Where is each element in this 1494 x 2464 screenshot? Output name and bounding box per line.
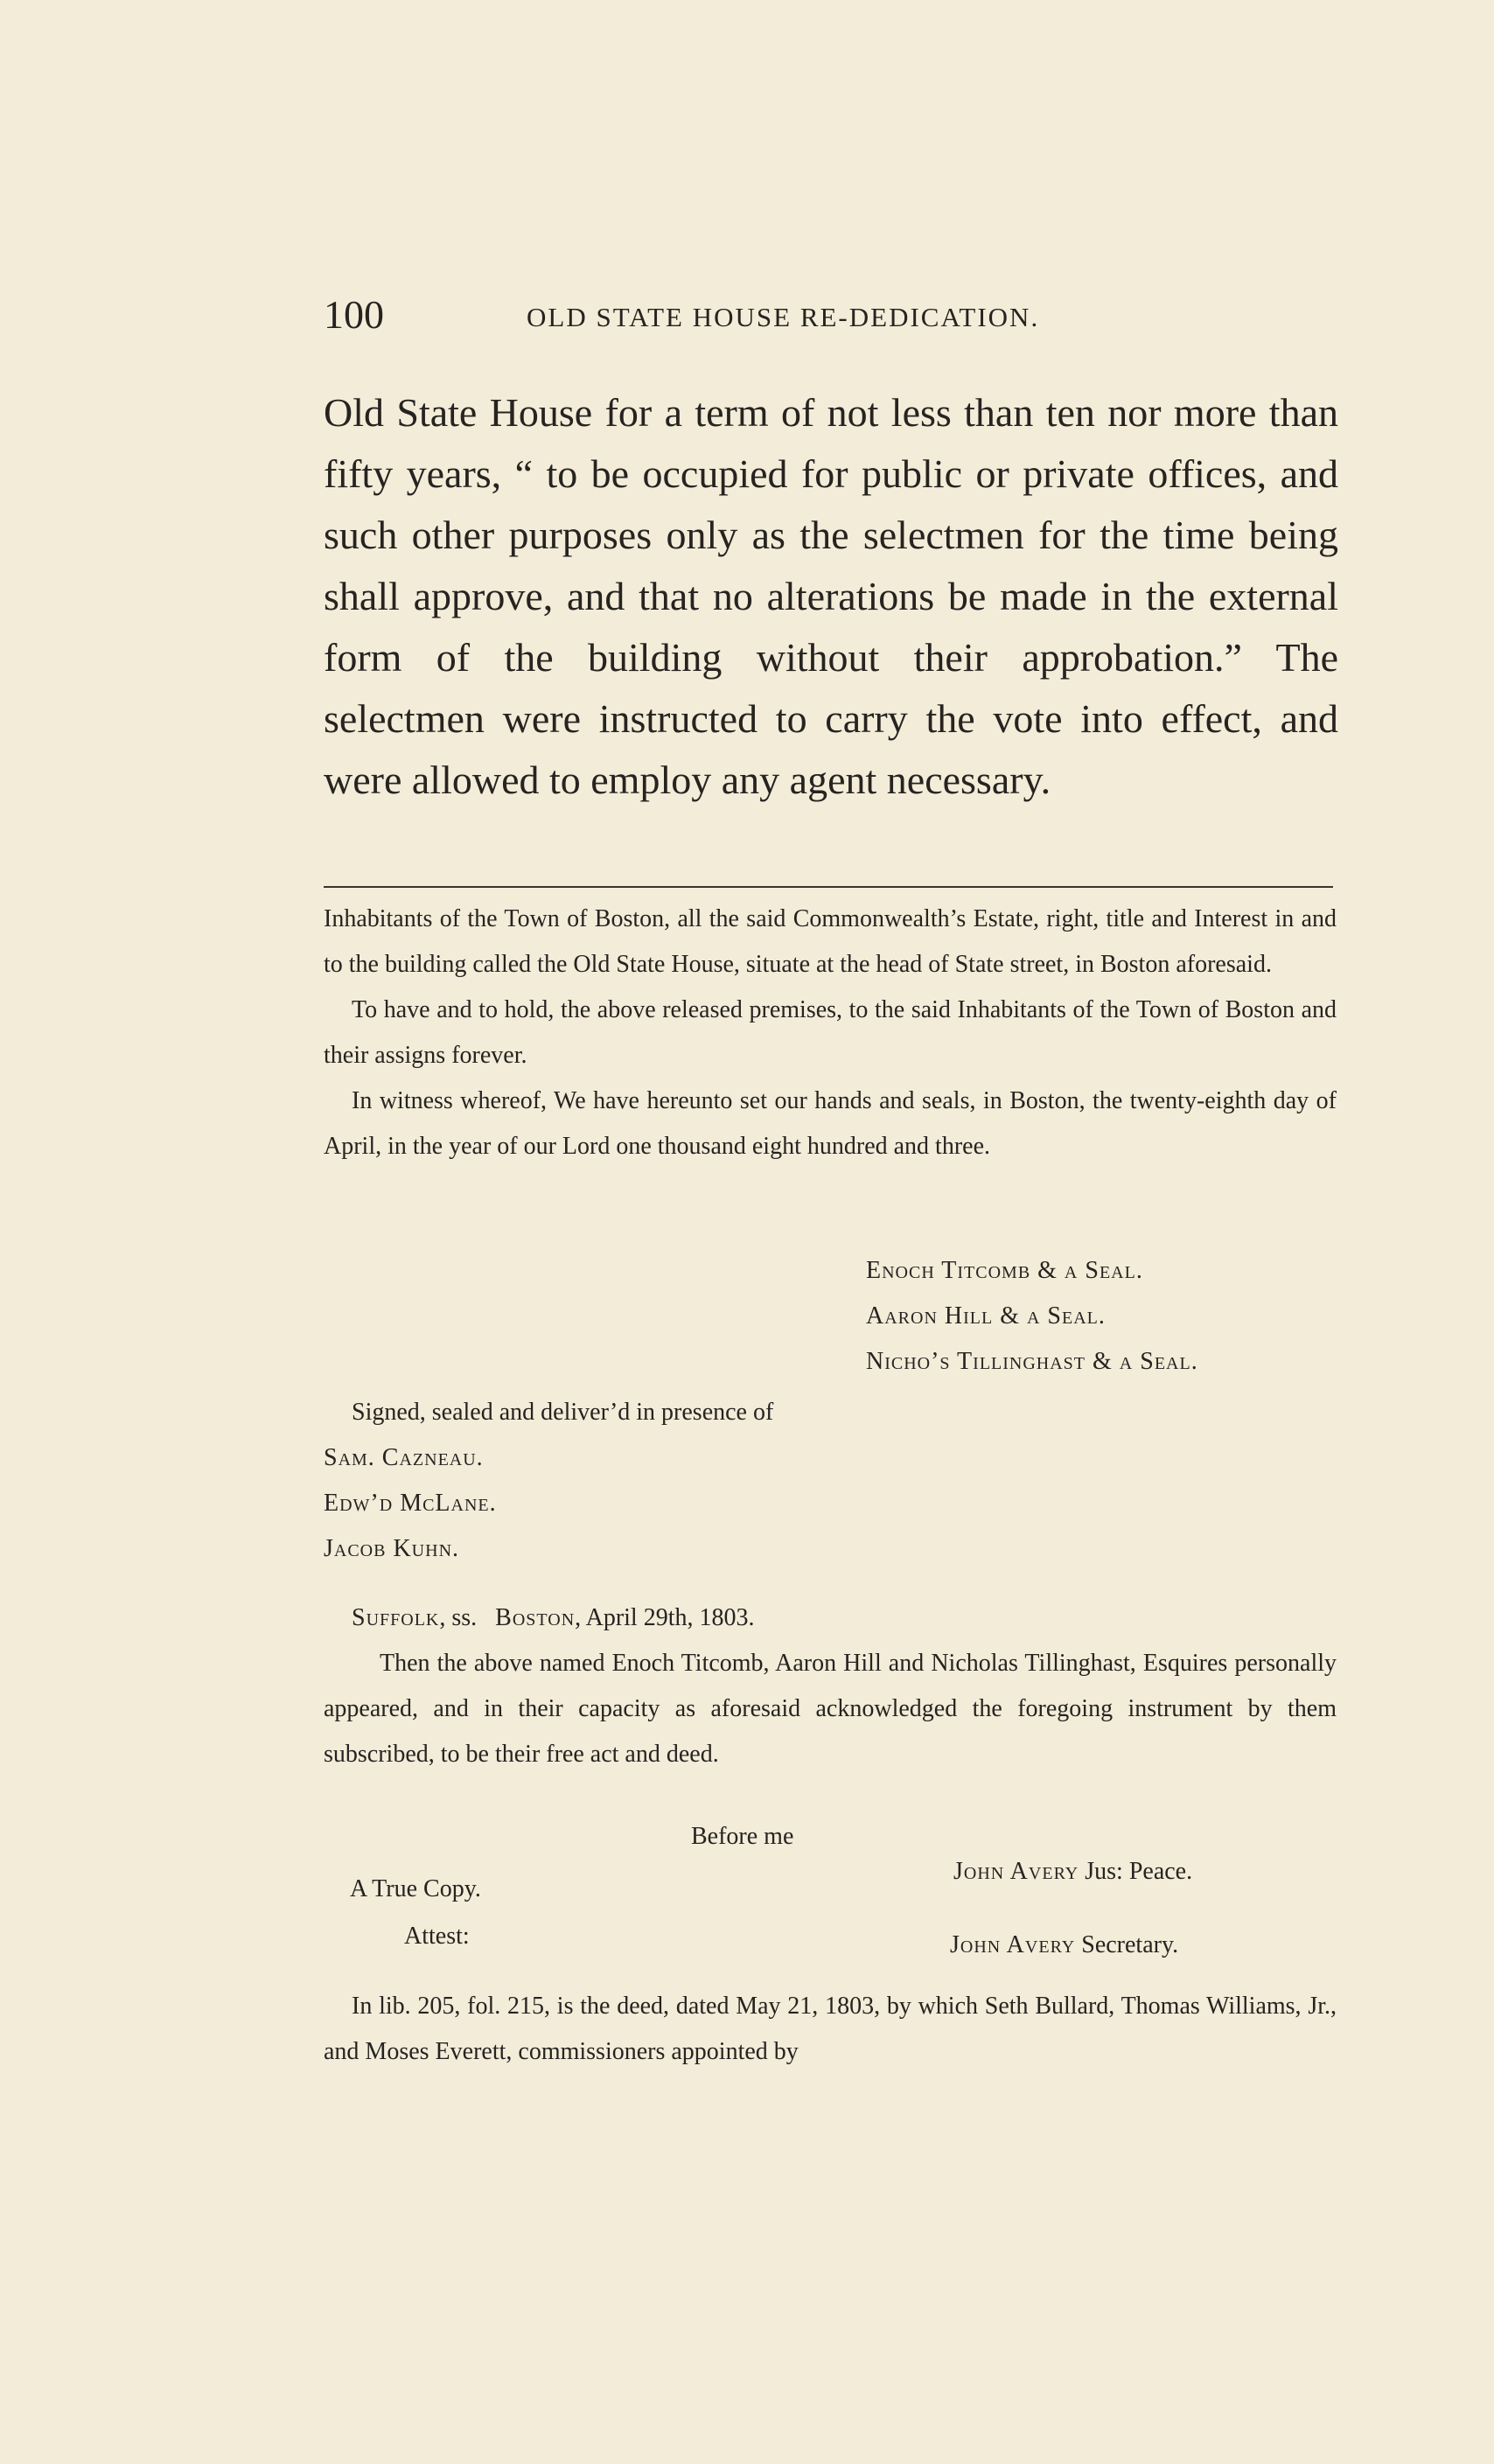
presence-line: Signed, sealed and deliver’d in presence of bbox=[352, 1399, 774, 1426]
signer-2: Aaron Hill & a Seal. bbox=[866, 1302, 1106, 1330]
justice-line bbox=[953, 1849, 1192, 1895]
running-header bbox=[324, 289, 1347, 341]
signer-1: Enoch Titcomb & a Seal. bbox=[866, 1257, 1143, 1284]
running-title: OLD STATE HOUSE RE-DEDICATION. bbox=[527, 302, 1040, 332]
justice-name: John Avery bbox=[953, 1858, 1079, 1885]
deed-paragraph-3: In witness whereof, We have hereunto set our hands and seals, in Boston, the twenty-eighth day of April, in the year of our Lord one thousand eight hundred and three. bbox=[324, 1087, 1337, 1160]
justice-title: Jus: Peace. bbox=[1085, 1858, 1193, 1885]
county-ss: , ss. bbox=[439, 1604, 478, 1631]
secretary-name: John Avery bbox=[950, 1931, 1076, 1958]
town-name: Boston bbox=[495, 1604, 576, 1631]
witness-1: Sam. Cazneau. bbox=[324, 1444, 484, 1471]
closing-text bbox=[324, 1984, 1337, 2075]
true-copy: A True Copy. bbox=[350, 1875, 481, 1902]
closing-paragraph: In lib. 205, fol. 215, is the deed, dated May 21, 1803, by which Seth Bullard, Thomas Williams, Jr., and Moses Everett, commissioners appointed by bbox=[324, 1993, 1337, 2065]
deed-paragraph-1: Inhabitants of the Town of Boston, all the said Commonwealth’s Estate, right, title and Interest in and to the building called the Old State House, situate at the head of State street, in Boston aforesaid. bbox=[324, 905, 1337, 978]
signer-3: Nicho’s Tillinghast & a Seal. bbox=[866, 1348, 1198, 1375]
secretary-title: Secretary. bbox=[1081, 1931, 1179, 1958]
witness-2: Edw’d McLane. bbox=[324, 1490, 497, 1517]
attest-label: Attest: bbox=[404, 1923, 470, 1950]
main-paragraph: Old State House for a term of not less than ten nor more than fifty years, “ to be occupied for public or private offices, and such other purposes only as the selectmen for the time being shall approve, and that no alterations be made in the external form of the building without their approbation.” The selectmen were instructed to carry the vote into effect, and were allowed to employ any agent necessary. bbox=[324, 390, 1338, 802]
secretary-line bbox=[950, 1923, 1178, 1968]
page-number: 100 bbox=[324, 292, 384, 337]
witness-3: Jacob Kuhn. bbox=[324, 1535, 460, 1562]
county-name: Suffolk bbox=[352, 1604, 440, 1631]
deed-paragraph-2: To have and to hold, the above released premises, to the said Inhabitants of the Town of Boston and their assigns forever. bbox=[324, 996, 1337, 1069]
acknowledgment-date: , April 29th, 1803. bbox=[575, 1604, 755, 1631]
footnote-divider bbox=[324, 886, 1333, 888]
acknowledgment bbox=[324, 1595, 1337, 1777]
acknowledgment-body: Then the above named Enoch Titcomb, Aaron Hill and Nicholas Tillinghast, Esquires personally appeared, and in their capacity as aforesaid acknowledged the foregoing instrument by them subscribed, to be their free act and deed. bbox=[324, 1650, 1337, 1768]
deed-text bbox=[324, 897, 1337, 1169]
acknowledgment-heading bbox=[324, 1595, 1337, 1641]
before-me: Before me bbox=[691, 1823, 794, 1850]
